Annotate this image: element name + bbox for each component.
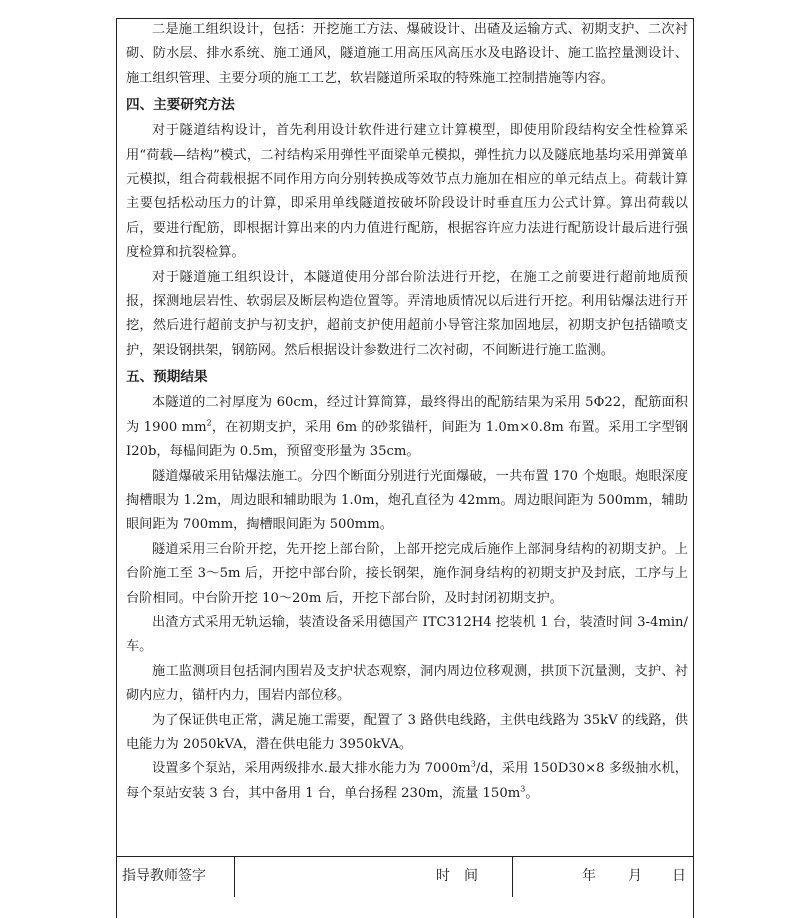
text-run: 。 [525,785,539,801]
superscript: 3 [470,759,476,769]
text-run: 本隧道的二衬厚度为 60cm，经过计算简算，最终得出的配筋结果为采用 5Φ22，配筋面积为 1900 mm [126,395,688,435]
superscript: 3 [520,784,526,794]
paragraph-results-5: 施工监测项目包括洞内围岩及支护状态观察，洞内周边位移观测，拱顶下沉量测，支护、衬砌内应力，锚杆内力，围岩内部位移。 [126,663,688,704]
time-label: 时 间 [436,868,478,884]
paragraph-intro: 二是施工组织设计，包括：开挖施工方法、爆破设计、出碴及运输方式、初期支护、二次衬砌、防水层、排水系统、施工通风，隧道施工用高压风高压水及电路设计、施工监控量测设计、施工组织管理、主要分项的施工工艺，软岩隧道所采取的特殊施工控制措施等内容。 [126,22,688,86]
paragraph-results-4: 出渣方式采用无轨运输，装渣设备采用德国产 ITC312H4 挖装机 1 台，装渣时间 3-4min/车。 [126,614,688,655]
paragraph-results-3: 隧道采用三台阶开挖，先开挖上部台阶，上部开挖完成后施作上部洞身结构的初期支护。上台阶施工至 3～5m 后，开挖中部台阶，接长钢架，施作洞身结构的初期支护及封底，工序与上台阶相同。中台阶开挖 10～20m 后，开挖下部台阶，及时封闭初期支护。 [126,541,688,606]
signature-row [116,856,694,897]
month-label: 月 [628,868,642,884]
paragraph-methods-2: 对于隧道施工组织设计，本隧道使用分部台阶法进行开挖，在施工之前要进行超前地质预报，探测地层岩性、软弱层及断层构造位置等。弄清地质情况以后进行开挖。利用钻爆法进行开挖，然后进行超前支护与初支护，超前支护使用超前小导管注浆加固地层，初期支护包括锚喷支护，架设钢拱架，钢筋网。然后根据设计参数进行二次衬砌，不间断进行施工监测。 [126,269,688,358]
superscript: 2 [206,418,212,428]
paragraph-results-6: 为了保证供电正常，满足施工需要，配置了 3 路供电线路，主供电线路为 35kV 的线路，供电能力为 2050kVA，潜在供电能力 3950kVA。 [126,712,688,752]
cell-divider [512,857,513,897]
cell-divider [234,857,235,897]
text-run: /d，采用 150D30×8 多级抽水机，每个泵站安装 3 台，其中备用 1 台，单台扬程 230m，流量 150m [126,761,688,801]
paragraph-results-7 [126,757,688,806]
paragraph-results-1 [126,391,688,464]
text-run: ，在初期支护，采用 6m 的砂浆锚杆，间距为 1.0m×0.8m 布置。采用工字型钢 I20b，每榀间距为 0.5m，预留变形量为 35cm。 [126,419,688,460]
advisor-signature-label: 指导教师签字 [122,868,206,884]
text-run: 设置多个泵站，采用两级排水.最大排水能力为 7000m [152,761,471,777]
paragraph-methods-1: 对于隧道结构设计，首先利用设计软件进行建立计算模型，即使用阶段结构安全性检算采用“荷载—结构”模式，二衬结构采用弹性平面梁单元模拟，弹性抗力以及隧底地基均采用弹簧单元模拟，组合荷载根据不同作用方向分别转换成等效节点力施加在相应的单元结点上。荷载计算主要包括松动压力的计算，即采用单线隧道按破坏阶段设计时垂直压力公式计算。算出荷载以后，要进行配筋，即根据计算出来的内力值进行配筋，根据容许应力法进行配筋设计最后进行强度检算和抗裂检算。 [126,123,688,261]
day-label: 日 [672,868,686,884]
section-heading-results: 五、预期结果 [126,369,208,386]
section-heading-methods: 四、主要研究方法 [126,97,235,114]
paragraph-results-2: 隧道爆破采用钻爆法施工。分四个断面分别进行光面爆破，一共布置 170 个炮眼。炮眼深度掏槽眼为 1.2m，周边眼和辅助眼为 1.0m，炮孔直径为 42mm。周边眼间距为 500mm，辅助眼间距为 700mm，掏槽眼间距为 500mm。 [126,468,688,533]
document-body [126,18,688,806]
year-label: 年 [582,868,596,884]
